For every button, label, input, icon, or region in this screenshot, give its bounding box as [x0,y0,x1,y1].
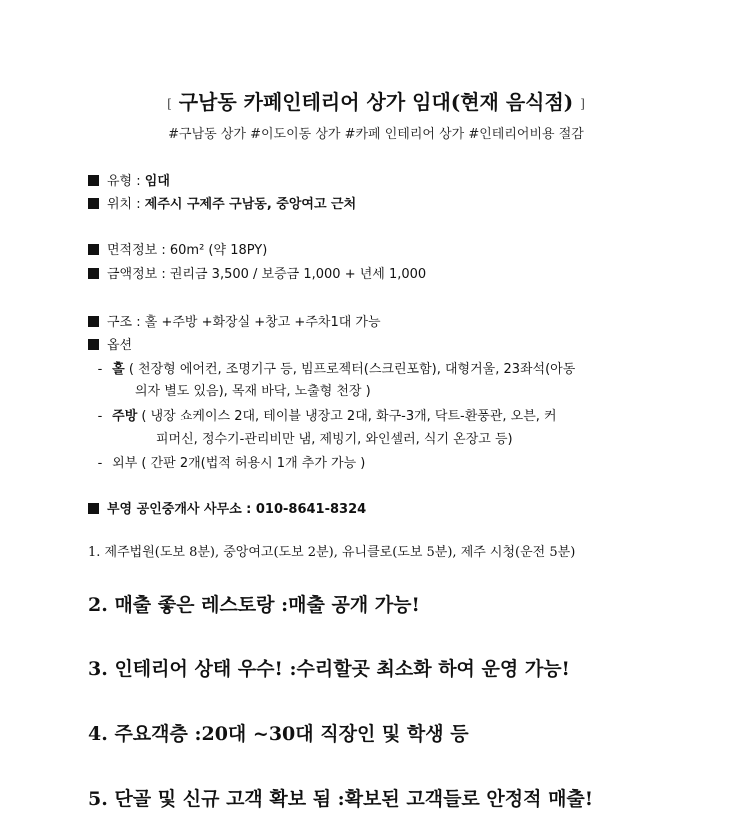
contact-text: 부영 공인중개사 사무소 : 010-8641-8324 [107,502,367,517]
structure-line [88,311,381,330]
hall-text: ( 천장형 에어컨, 조명기구 등, 빔프로젝터(스크린포함), 대형거울, 23좌석(아동 [124,362,576,377]
square-bullet-icon [88,175,99,186]
point-1: 1. 제주법원(도보 8분), 중앙여고(도보 2분), 유니클로(도보 5분), 제주 시청(운전 5분) [88,545,576,560]
hall-continuation: 의자 별도 있음), 목재 바닥, 노출형 천장 ) [135,384,371,399]
kitchen-dash: - [97,409,103,424]
option-hall [88,358,575,377]
hall-dash: - [97,362,103,377]
kitchen-continuation: 피머신, 정수기-관리비만 냄, 제빙기, 와인셀러, 식기 온장고 등) [156,432,513,447]
square-bullet-icon [88,503,99,514]
contact-line [88,498,366,517]
area-text: 면적정보 : 60m² (약 18PY) [107,243,268,258]
point-4: 4. 주요객층 :20대 ~30대 직장인 및 학생 등 [88,723,469,745]
type-value: 임대 [144,174,170,189]
type-line [88,170,170,189]
exterior-dash: - [97,456,103,471]
square-bullet-icon [88,339,99,350]
option-kitchen [88,405,557,424]
kitchen-text: ( 냉장 쇼케이스 2대, 테이블 냉장고 2대, 화구-3개, 닥트-환풍관, 오븐, 커 [137,409,557,424]
title-bracket-right: ] [580,96,585,111]
page-title [0,86,752,115]
point-3: 3. 인테리어 상태 우수! :수리할곳 최소화 하여 운영 가능! [88,658,570,680]
price-text: 금액정보 : 권리금 3,500 / 보증금 1,000 + 년세 1,000 [107,267,427,282]
kitchen-label: 주방 [112,409,138,424]
square-bullet-icon [88,268,99,279]
square-bullet-icon [88,198,99,209]
area-line [88,239,267,258]
price-line [88,263,426,282]
title-bracket-left: [ [167,96,172,111]
exterior-text: 외부 ( 간판 2개(법적 허용시 1개 추가 가능 ) [112,456,366,471]
option-exterior [88,452,365,471]
type-label: 유형 : [107,174,145,189]
point-2: 2. 매출 좋은 레스토랑 :매출 공개 가능! [88,594,420,616]
point-5: 5. 단골 및 신규 고객 확보 됨 :확보된 고객들로 안정적 매출! [88,788,594,810]
options-line [88,334,132,353]
structure-text: 구조 : 홀 +주방 +화장실 +창고 +주차1대 가능 [107,315,381,330]
title-text: 구남동 카페인테리어 상가 임대(현재 음식점) [178,90,574,114]
hall-label: 홀 [112,362,125,377]
location-label: 위치 : [107,197,145,212]
square-bullet-icon [88,316,99,327]
hashtags: #구남동 상가 #이도이동 상가 #카페 인테리어 상가 #인테리어비용 절감 [168,127,584,142]
location-value: 제주시 구제주 구남동, 중앙여고 근처 [144,197,357,212]
location-line [88,193,356,212]
square-bullet-icon [88,244,99,255]
options-label: 옵션 [107,338,133,353]
